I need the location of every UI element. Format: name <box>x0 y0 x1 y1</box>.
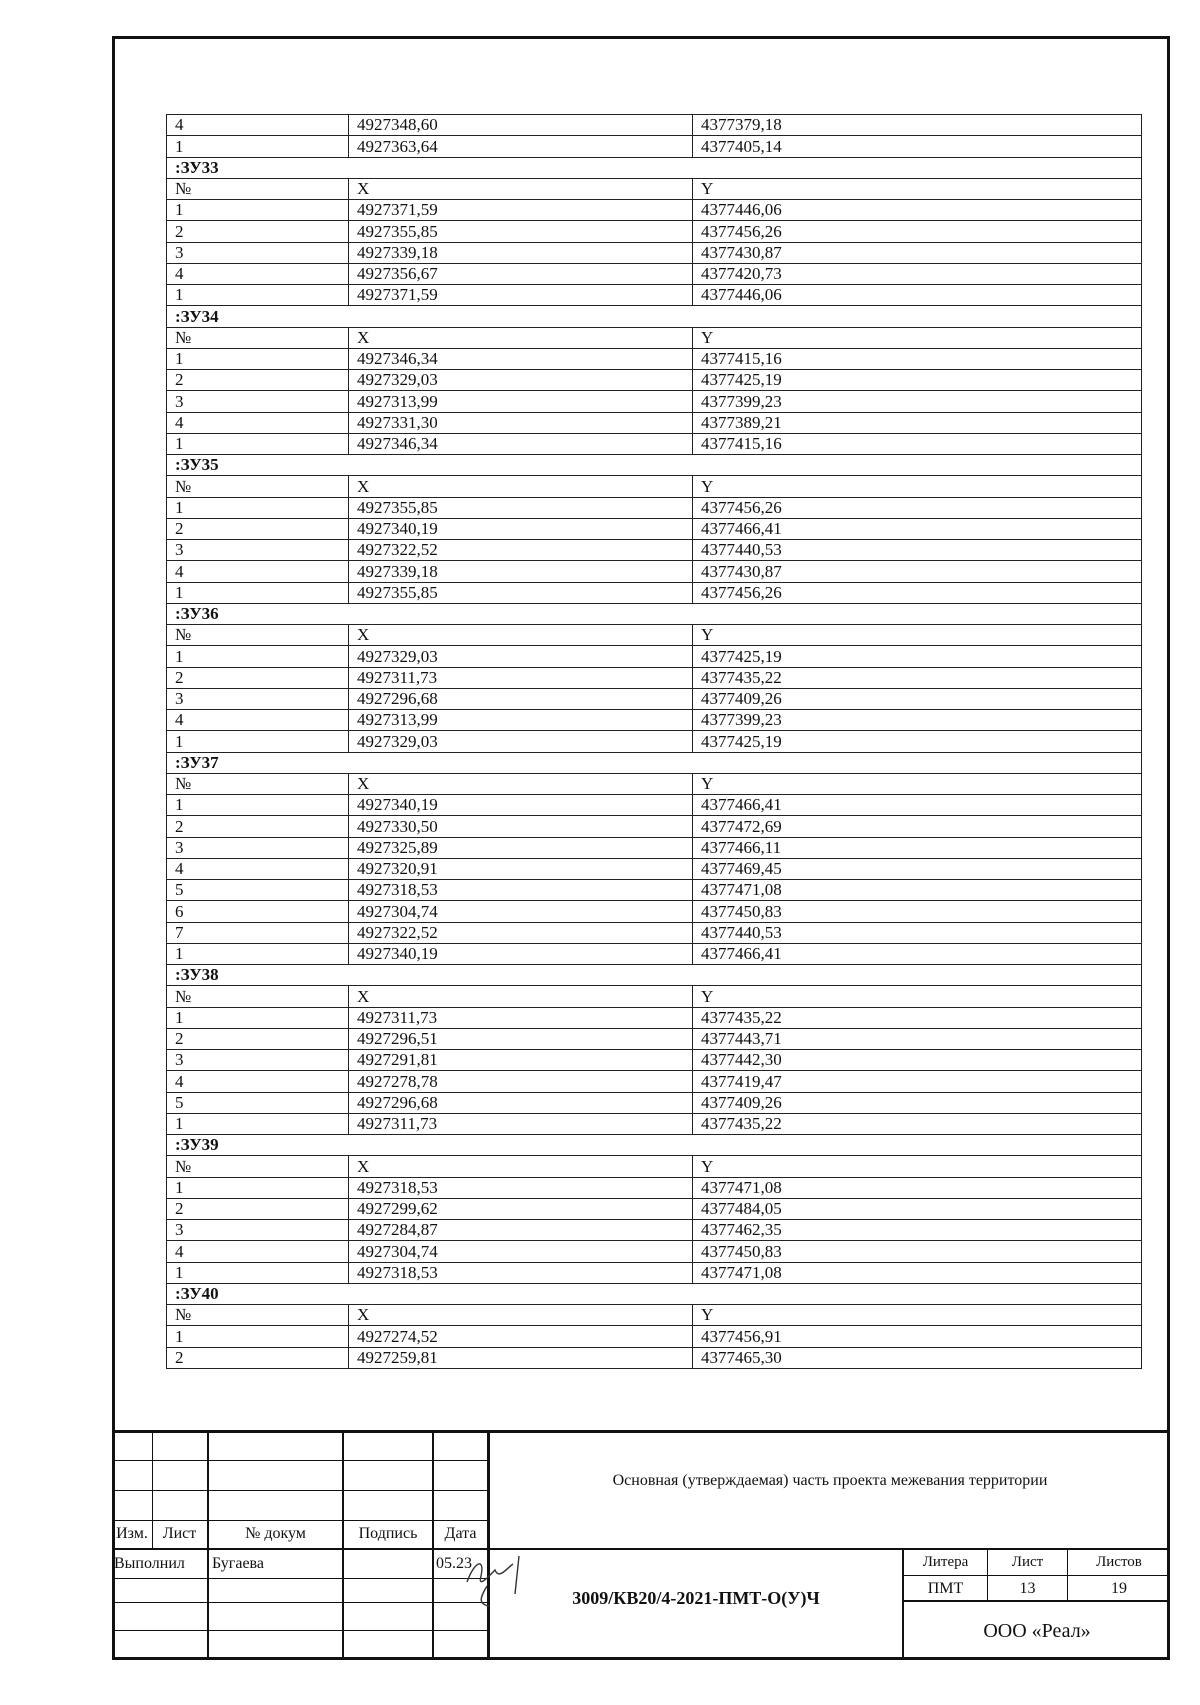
x-coordinate-cell: 4927278,78 <box>349 1071 693 1092</box>
y-coordinate-cell: 4377469,45 <box>693 858 1142 879</box>
y-coordinate-cell: 4377409,26 <box>693 1092 1142 1113</box>
y-coordinate-cell: 4377425,19 <box>693 731 1142 752</box>
y-coordinate-cell: 4377425,19 <box>693 370 1142 391</box>
point-number-cell: 2 <box>167 1028 349 1049</box>
x-coordinate-cell: 4927311,73 <box>349 667 693 688</box>
company-name: ООО «Реал» <box>983 1620 1091 1642</box>
x-coordinate-cell: 4927322,52 <box>349 540 693 561</box>
x-coordinate-cell: 4927259,81 <box>349 1347 693 1368</box>
point-number-cell: 2 <box>167 221 349 242</box>
y-coordinate-cell: 4377435,22 <box>693 1113 1142 1134</box>
x-coordinate-cell: X <box>349 1305 693 1326</box>
section-title-row <box>167 157 1142 178</box>
x-coordinate-cell: 4927311,73 <box>349 1007 693 1028</box>
x-coordinate-cell: 4927318,53 <box>349 880 693 901</box>
point-number-cell: 1 <box>167 943 349 964</box>
y-coordinate-cell: 4377450,83 <box>693 1241 1142 1262</box>
x-coordinate-cell: 4927346,34 <box>349 348 693 369</box>
col-list-label: Лист <box>162 1525 197 1542</box>
x-coordinate-cell: 4927313,99 <box>349 710 693 731</box>
table-row <box>167 943 1142 964</box>
x-coordinate-cell: 4927304,74 <box>349 1241 693 1262</box>
x-coordinate-cell: 4927296,51 <box>349 1028 693 1049</box>
point-number-cell: 6 <box>167 901 349 922</box>
point-number-cell: 3 <box>167 1220 349 1241</box>
x-coordinate-cell: 4927363,64 <box>349 136 693 157</box>
point-number-cell: 1 <box>167 646 349 667</box>
x-coordinate-cell: 4927348,60 <box>349 115 693 136</box>
point-number-cell: 7 <box>167 922 349 943</box>
project-description: Основная (утверждаемая) часть проекта межевания территории <box>612 1472 1048 1489</box>
y-coordinate-cell: Y <box>693 476 1142 497</box>
point-number-cell: № <box>167 178 349 199</box>
x-coordinate-cell: 4927318,53 <box>349 1177 693 1198</box>
y-coordinate-cell: 4377466,41 <box>693 518 1142 539</box>
sheets-total: 19 <box>1111 1580 1127 1597</box>
point-number-cell: 2 <box>167 816 349 837</box>
y-coordinate-cell: 4377405,14 <box>693 136 1142 157</box>
col-date-label: Дата <box>444 1525 477 1542</box>
point-number-cell: 3 <box>167 1050 349 1071</box>
point-number-cell: 3 <box>167 837 349 858</box>
section-title: :ЗУ37 <box>167 752 1142 773</box>
x-coordinate-cell: 4927274,52 <box>349 1326 693 1347</box>
y-coordinate-cell: 4377471,08 <box>693 1177 1142 1198</box>
x-coordinate-cell: 4927339,18 <box>349 561 693 582</box>
y-coordinate-cell: 4377465,30 <box>693 1347 1142 1368</box>
x-coordinate-cell: X <box>349 178 693 199</box>
table-row <box>167 795 1142 816</box>
y-coordinate-cell: 4377443,71 <box>693 1028 1142 1049</box>
y-coordinate-cell: 4377446,06 <box>693 285 1142 306</box>
point-number-cell: 4 <box>167 1071 349 1092</box>
point-number-cell: № <box>167 476 349 497</box>
table-row <box>167 731 1142 752</box>
sheet-label: Лист <box>1011 1554 1044 1570</box>
y-coordinate-cell: 4377430,87 <box>693 242 1142 263</box>
point-number-cell: 4 <box>167 561 349 582</box>
point-number-cell: 2 <box>167 1198 349 1219</box>
section-title: :ЗУ34 <box>167 306 1142 327</box>
table-row <box>167 433 1142 454</box>
x-coordinate-cell: 4927311,73 <box>349 1113 693 1134</box>
litera-label: Литера <box>922 1554 969 1570</box>
y-coordinate-cell: 4377399,23 <box>693 710 1142 731</box>
table-row <box>167 1028 1142 1049</box>
table-row <box>167 348 1142 369</box>
table-header-row <box>167 625 1142 646</box>
x-coordinate-cell: 4927320,91 <box>349 858 693 879</box>
performer-name: Бугаева <box>212 1555 264 1572</box>
performed-label: Выполнил <box>114 1555 185 1572</box>
section-title: :ЗУ35 <box>167 455 1142 476</box>
y-coordinate-cell: 4377450,83 <box>693 901 1142 922</box>
sheets-label: Листов <box>1096 1554 1142 1570</box>
x-coordinate-cell: X <box>349 1156 693 1177</box>
col-izm-label: Изм. <box>116 1525 148 1542</box>
col-doc-label: № докум <box>245 1525 306 1542</box>
y-coordinate-cell: 4377435,22 <box>693 667 1142 688</box>
x-coordinate-cell: 4927329,03 <box>349 646 693 667</box>
x-coordinate-cell: 4927331,30 <box>349 412 693 433</box>
point-number-cell: 1 <box>167 731 349 752</box>
document-code: 3009/КВ20/4-2021-ПМТ-О(У)Ч <box>572 1588 820 1608</box>
point-number-cell: 3 <box>167 688 349 709</box>
x-coordinate-cell: 4927339,18 <box>349 242 693 263</box>
x-coordinate-cell: 4927318,53 <box>349 1262 693 1283</box>
point-number-cell: 1 <box>167 1113 349 1134</box>
x-coordinate-cell: 4927299,62 <box>349 1198 693 1219</box>
x-coordinate-cell: 4927371,59 <box>349 285 693 306</box>
point-number-cell: 2 <box>167 667 349 688</box>
table-row <box>167 370 1142 391</box>
point-number-cell: 2 <box>167 370 349 391</box>
y-coordinate-cell: 4377440,53 <box>693 540 1142 561</box>
point-number-cell: 3 <box>167 540 349 561</box>
table-header-row <box>167 476 1142 497</box>
point-number-cell: 1 <box>167 285 349 306</box>
y-coordinate-cell: Y <box>693 178 1142 199</box>
section-title-row <box>167 965 1142 986</box>
point-number-cell: 4 <box>167 412 349 433</box>
section-title-row <box>167 1135 1142 1156</box>
x-coordinate-cell: 4927291,81 <box>349 1050 693 1071</box>
table-header-row <box>167 1156 1142 1177</box>
x-coordinate-cell: X <box>349 773 693 794</box>
y-coordinate-cell: 4377456,91 <box>693 1326 1142 1347</box>
table-row <box>167 1326 1142 1347</box>
point-number-cell: 1 <box>167 348 349 369</box>
y-coordinate-cell: 4377456,26 <box>693 497 1142 518</box>
point-number-cell: 2 <box>167 1347 349 1368</box>
x-coordinate-cell: 4927313,99 <box>349 391 693 412</box>
y-coordinate-cell: 4377471,08 <box>693 1262 1142 1283</box>
title-block <box>112 1430 1170 1660</box>
section-title-row <box>167 306 1142 327</box>
table-row <box>167 1220 1142 1241</box>
x-coordinate-cell: 4927340,19 <box>349 518 693 539</box>
table-row <box>167 837 1142 858</box>
point-number-cell: 1 <box>167 433 349 454</box>
x-coordinate-cell: 4927329,03 <box>349 731 693 752</box>
col-sign-label: Подпись <box>358 1525 418 1542</box>
y-coordinate-cell: 4377456,26 <box>693 221 1142 242</box>
table-row <box>167 901 1142 922</box>
y-coordinate-cell: 4377466,11 <box>693 837 1142 858</box>
point-number-cell: № <box>167 986 349 1007</box>
table-header-row <box>167 1305 1142 1326</box>
x-coordinate-cell: 4927355,85 <box>349 221 693 242</box>
x-coordinate-cell: 4927296,68 <box>349 688 693 709</box>
table-row <box>167 221 1142 242</box>
table-row <box>167 115 1142 136</box>
y-coordinate-cell: 4377430,87 <box>693 561 1142 582</box>
x-coordinate-cell: 4927296,68 <box>349 1092 693 1113</box>
x-coordinate-cell: 4927322,52 <box>349 922 693 943</box>
point-number-cell: 4 <box>167 710 349 731</box>
coordinates-table <box>166 114 1142 1369</box>
table-row <box>167 518 1142 539</box>
y-coordinate-cell: 4377466,41 <box>693 795 1142 816</box>
point-number-cell: 1 <box>167 795 349 816</box>
y-coordinate-cell: 4377409,26 <box>693 688 1142 709</box>
table-row <box>167 688 1142 709</box>
point-number-cell: 4 <box>167 1241 349 1262</box>
y-coordinate-cell: Y <box>693 327 1142 348</box>
date-value: 05.23 <box>436 1555 472 1572</box>
section-title: :ЗУ39 <box>167 1135 1142 1156</box>
y-coordinate-cell: Y <box>693 625 1142 646</box>
table-row <box>167 1092 1142 1113</box>
x-coordinate-cell: 4927356,67 <box>349 263 693 284</box>
point-number-cell: 4 <box>167 263 349 284</box>
section-title: :ЗУ33 <box>167 157 1142 178</box>
x-coordinate-cell: 4927340,19 <box>349 943 693 964</box>
table-row <box>167 1007 1142 1028</box>
y-coordinate-cell: Y <box>693 1305 1142 1326</box>
x-coordinate-cell: 4927304,74 <box>349 901 693 922</box>
y-coordinate-cell: Y <box>693 1156 1142 1177</box>
x-coordinate-cell: X <box>349 476 693 497</box>
table-row <box>167 391 1142 412</box>
section-title: :ЗУ36 <box>167 603 1142 624</box>
point-number-cell: 1 <box>167 497 349 518</box>
point-number-cell: № <box>167 773 349 794</box>
y-coordinate-cell: Y <box>693 986 1142 1007</box>
y-coordinate-cell: 4377446,06 <box>693 200 1142 221</box>
y-coordinate-cell: 4377472,69 <box>693 816 1142 837</box>
table-header-row <box>167 327 1142 348</box>
y-coordinate-cell: 4377419,47 <box>693 1071 1142 1092</box>
table-header-row <box>167 178 1142 199</box>
section-title-row <box>167 1283 1142 1304</box>
point-number-cell: 1 <box>167 136 349 157</box>
y-coordinate-cell: 4377442,30 <box>693 1050 1142 1071</box>
table-row <box>167 1198 1142 1219</box>
point-number-cell: 3 <box>167 242 349 263</box>
point-number-cell: 1 <box>167 1326 349 1347</box>
table-row <box>167 412 1142 433</box>
table-row <box>167 540 1142 561</box>
table-row <box>167 880 1142 901</box>
x-coordinate-cell: 4927371,59 <box>349 200 693 221</box>
x-coordinate-cell: X <box>349 986 693 1007</box>
y-coordinate-cell: 4377435,22 <box>693 1007 1142 1028</box>
x-coordinate-cell: 4927284,87 <box>349 1220 693 1241</box>
point-number-cell: № <box>167 625 349 646</box>
point-number-cell: 1 <box>167 582 349 603</box>
x-coordinate-cell: 4927340,19 <box>349 795 693 816</box>
point-number-cell: 4 <box>167 858 349 879</box>
point-number-cell: № <box>167 327 349 348</box>
table-row <box>167 816 1142 837</box>
table-row <box>167 200 1142 221</box>
table-row <box>167 646 1142 667</box>
y-coordinate-cell: 4377440,53 <box>693 922 1142 943</box>
point-number-cell: 1 <box>167 1177 349 1198</box>
y-coordinate-cell: 4377399,23 <box>693 391 1142 412</box>
point-number-cell: 1 <box>167 200 349 221</box>
point-number-cell: 5 <box>167 880 349 901</box>
table-row <box>167 1177 1142 1198</box>
point-number-cell: 1 <box>167 1262 349 1283</box>
y-coordinate-cell: 4377425,19 <box>693 646 1142 667</box>
table-row <box>167 1071 1142 1092</box>
x-coordinate-cell: 4927325,89 <box>349 837 693 858</box>
x-coordinate-cell: 4927355,85 <box>349 497 693 518</box>
y-coordinate-cell: 4377471,08 <box>693 880 1142 901</box>
point-number-cell: 4 <box>167 115 349 136</box>
x-coordinate-cell: 4927329,03 <box>349 370 693 391</box>
table-row <box>167 582 1142 603</box>
table-row <box>167 1262 1142 1283</box>
point-number-cell: 3 <box>167 391 349 412</box>
table-header-row <box>167 986 1142 1007</box>
point-number-cell: 2 <box>167 518 349 539</box>
table-row <box>167 242 1142 263</box>
x-coordinate-cell: 4927355,85 <box>349 582 693 603</box>
x-coordinate-cell: 4927330,50 <box>349 816 693 837</box>
y-coordinate-cell: 4377415,16 <box>693 348 1142 369</box>
section-title-row <box>167 603 1142 624</box>
table-row <box>167 858 1142 879</box>
table-row <box>167 1050 1142 1071</box>
table-row <box>167 1241 1142 1262</box>
y-coordinate-cell: 4377484,05 <box>693 1198 1142 1219</box>
table-row <box>167 136 1142 157</box>
table-row <box>167 497 1142 518</box>
y-coordinate-cell: 4377462,35 <box>693 1220 1142 1241</box>
table-row <box>167 285 1142 306</box>
litera-value: ПМТ <box>927 1580 964 1597</box>
table-row <box>167 1113 1142 1134</box>
point-number-cell: № <box>167 1156 349 1177</box>
section-title-row <box>167 752 1142 773</box>
point-number-cell: № <box>167 1305 349 1326</box>
section-title: :ЗУ40 <box>167 1283 1142 1304</box>
table-row <box>167 263 1142 284</box>
y-coordinate-cell: Y <box>693 773 1142 794</box>
table-row <box>167 561 1142 582</box>
point-number-cell: 1 <box>167 1007 349 1028</box>
table-row <box>167 922 1142 943</box>
table-row <box>167 710 1142 731</box>
x-coordinate-cell: 4927346,34 <box>349 433 693 454</box>
point-number-cell: 5 <box>167 1092 349 1113</box>
x-coordinate-cell: X <box>349 625 693 646</box>
sheet-number: 13 <box>1019 1580 1036 1597</box>
y-coordinate-cell: 4377379,18 <box>693 115 1142 136</box>
table-header-row <box>167 773 1142 794</box>
x-coordinate-cell: X <box>349 327 693 348</box>
table-row <box>167 1347 1142 1368</box>
section-title: :ЗУ38 <box>167 965 1142 986</box>
table-row <box>167 667 1142 688</box>
section-title-row <box>167 455 1142 476</box>
y-coordinate-cell: 4377389,21 <box>693 412 1142 433</box>
y-coordinate-cell: 4377466,41 <box>693 943 1142 964</box>
y-coordinate-cell: 4377415,16 <box>693 433 1142 454</box>
y-coordinate-cell: 4377456,26 <box>693 582 1142 603</box>
y-coordinate-cell: 4377420,73 <box>693 263 1142 284</box>
